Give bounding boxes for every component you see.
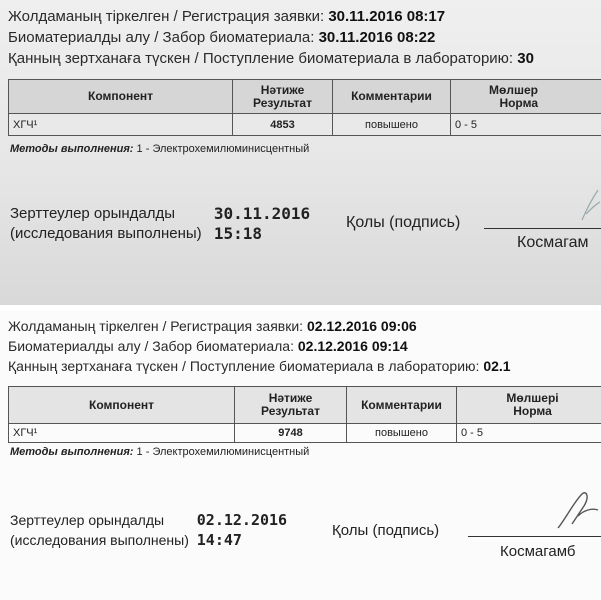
- header-comment: Комментарии: [347, 387, 457, 424]
- completed-datetime: [214, 204, 310, 244]
- header-norm: Мөлшер Норма: [451, 80, 601, 114]
- methods-label: Методы выполнения:: [10, 446, 134, 458]
- cell-result: 9748: [235, 424, 347, 443]
- table-header-row: [9, 387, 601, 424]
- completed-block: [10, 204, 310, 244]
- signer-name: Космагам: [517, 234, 589, 251]
- completed-block: [10, 510, 287, 550]
- methods-line: [10, 446, 309, 458]
- registration-line: [8, 8, 445, 25]
- methods-label: Методы выполнения:: [10, 143, 134, 155]
- completed-date: 30.11.2016: [213, 204, 311, 223]
- signer-name: Космагамб: [500, 543, 576, 560]
- header-result: Нәтиже Результат: [233, 80, 333, 114]
- methods-line: [10, 143, 309, 155]
- cell-component: ХГЧ¹: [9, 424, 235, 443]
- cell-result: 4853: [233, 114, 333, 136]
- completed-label-ru: (исследования выполнены): [10, 532, 189, 548]
- header-component: Компонент: [9, 80, 233, 114]
- biomaterial-label: Биоматериалды алу / Забор биоматериала:: [8, 29, 315, 46]
- biomaterial-line: [8, 338, 408, 354]
- cell-comment: повышено: [347, 424, 457, 443]
- completed-label-ru: (исследования выполнены): [10, 225, 202, 242]
- arrival-label: Қанның зертханаға түскен / Поступление биоматериала в лабораторию:: [8, 50, 514, 67]
- arrival-value: 30: [517, 50, 534, 67]
- methods-value: 1 - Электрохемилюминисцентный: [136, 446, 310, 458]
- registration-label: Жолдаманың тіркелген / Регистрация заявки:: [8, 318, 304, 334]
- table-row: [9, 424, 601, 443]
- completed-datetime: [197, 510, 287, 550]
- methods-value: 1 - Электрохемилюминисцентный: [136, 143, 310, 155]
- header-comment: Комментарии: [333, 80, 451, 114]
- registration-label: Жолдаманың тіркелген / Регистрация заявки:: [8, 8, 325, 25]
- header-result: Нәтиже Результат: [235, 387, 347, 424]
- results-table: [8, 386, 601, 443]
- results-table: [8, 79, 601, 136]
- signature-scribble-icon: [578, 186, 601, 226]
- signature-line: [484, 228, 601, 229]
- completed-time: 14:47: [196, 531, 242, 549]
- biomaterial-value: 02.12.2016 09:14: [297, 338, 408, 354]
- completed-label: [10, 204, 202, 244]
- cell-comment: повышено: [333, 114, 451, 136]
- arrival-label: Қанның зертханаға түскен / Поступление биоматериала в лабораторию:: [8, 358, 480, 374]
- completed-label-kk: Зерттеулер орындалды: [10, 512, 165, 528]
- arrival-line: [8, 358, 511, 374]
- signature-scribble-icon: [552, 488, 601, 536]
- cell-component: ХГЧ¹: [9, 114, 233, 136]
- table-row: [9, 114, 601, 136]
- completed-date: 02.12.2016: [196, 511, 288, 529]
- cell-norm: 0 - 5: [457, 424, 601, 443]
- completed-label-kk: Зерттеулер орындалды: [10, 205, 176, 222]
- registration-value: 02.12.2016 09:06: [306, 318, 417, 334]
- biomaterial-line: [8, 29, 435, 46]
- signature-label: Қолы (подпись): [346, 214, 461, 231]
- biomaterial-value: 30.11.2016 08:22: [318, 29, 436, 46]
- header-component: Компонент: [9, 387, 235, 424]
- cell-norm: 0 - 5: [451, 114, 601, 136]
- table-header-row: [9, 80, 601, 114]
- completed-time: 15:18: [213, 224, 262, 243]
- signature-label: Қолы (подпись): [332, 522, 440, 539]
- signature-line: [468, 536, 601, 537]
- completed-label: [10, 510, 189, 550]
- registration-line: [8, 318, 417, 334]
- header-norm: Мөлшері Норма: [457, 387, 601, 424]
- biomaterial-label: Биоматериалды алу / Забор биоматериала:: [8, 338, 294, 354]
- registration-value: 30.11.2016 08:17: [328, 8, 446, 25]
- arrival-line: [8, 50, 534, 67]
- arrival-value: 02.1: [483, 358, 511, 374]
